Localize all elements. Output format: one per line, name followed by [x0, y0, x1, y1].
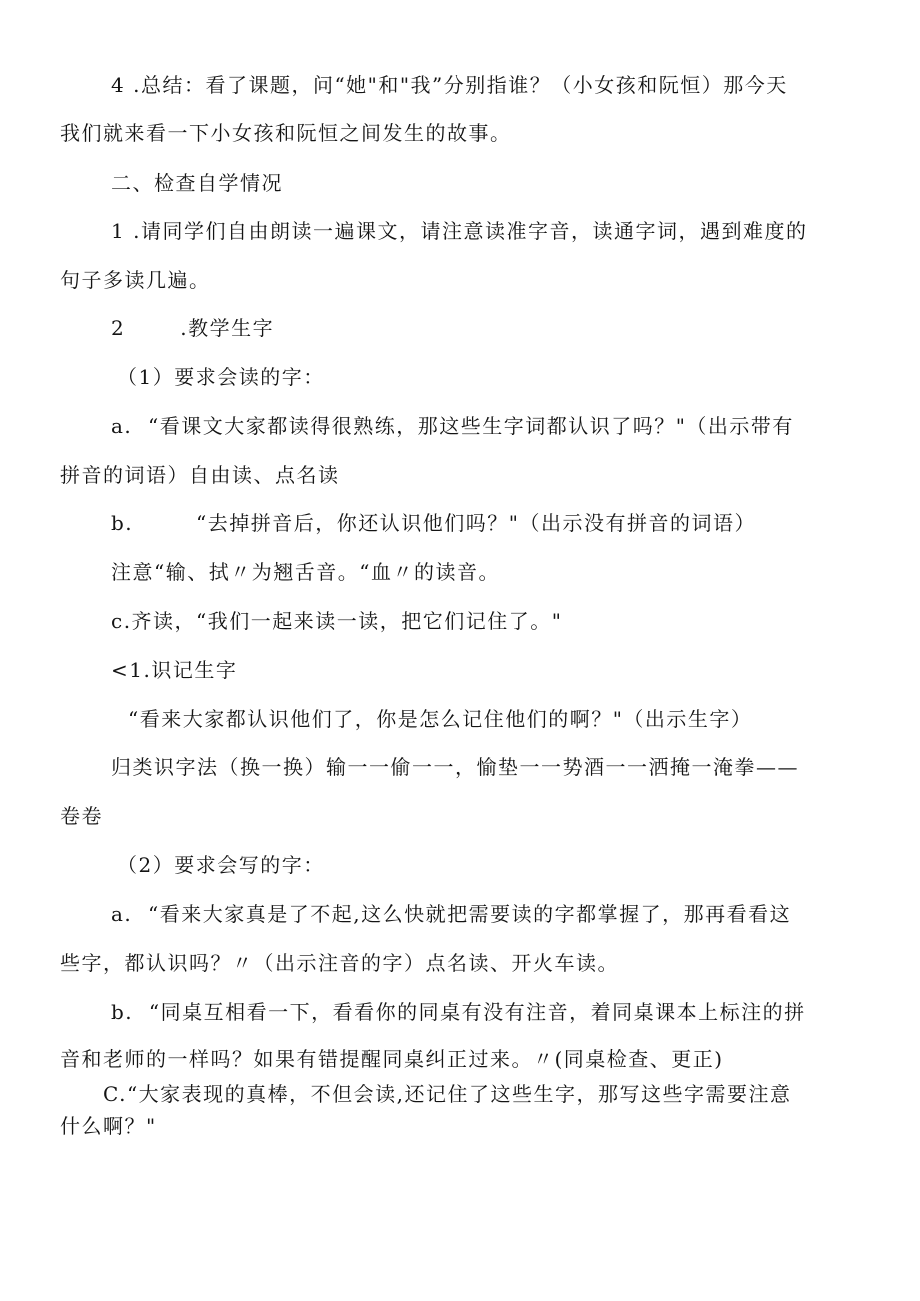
text-line: （2）要求会写的字：	[117, 853, 325, 877]
subheading: 2 .教学生字	[111, 316, 275, 340]
text-line: C.“大家表现的真棒，不但会读,还记住了这些生字，那写这些字需要注意	[103, 1082, 792, 1106]
text-line: 音和老师的一样吗？如果有错提醒同桌纠正过来。〃(同桌检查、更正)	[60, 1047, 724, 1071]
text-line: 4 .总结：看了课题，问“她"和"我”分别指谁？（小女孩和阮恒）那今天	[111, 73, 788, 97]
text-line: 拼音的词语）自由读、点名读	[60, 463, 340, 487]
text-line: a. “看来大家真是了不起,这么快就把需要读的字都掌握了，那再看看这	[111, 902, 792, 926]
text-line: c.齐读，“我们一起来读一读，把它们记住了。"	[111, 609, 563, 633]
text-line: 归类识字法（换一换）输一一偷一一，愉垫一一势酒一一洒掩一淹拳——	[111, 755, 799, 779]
text-line: <1.识记生字	[111, 658, 238, 682]
text-line: 些字，都认识吗？〃（出示注音的字）点名读、开火车读。	[60, 951, 619, 975]
text-line: 1 .请同学们自由朗读一遍课文，请注意读准字音，读通字词，遇到难度的	[111, 219, 808, 243]
text-line: 注意“输、拭〃为翘舌音。“血〃的读音。	[111, 560, 500, 584]
section-heading: 二、检查自学情况	[111, 171, 283, 195]
text-line: b. “去掉拼音后，你还认识他们吗？"（出示没有拼音的词语）	[111, 511, 756, 535]
text-line: 什么啊？"	[60, 1114, 157, 1138]
text-line: b. “同桌互相看一下，看看你的同桌有没有注音，着同桌课本上标注的拼	[111, 1000, 806, 1024]
text-line: a. “看课文大家都读得很熟练，那这些生字词都认识了吗？"（出示带有	[111, 414, 794, 438]
text-line: 卷卷	[60, 804, 103, 828]
text-line: 句子多读几遍。	[60, 268, 211, 292]
text-line: （1）要求会读的字：	[117, 365, 325, 389]
text-line: “看来大家都认识他们了，你是怎么记住他们的啊？"（出示生字）	[128, 707, 753, 731]
text-line: 我们就来看一下小女孩和阮恒之间发生的故事。	[60, 121, 512, 145]
